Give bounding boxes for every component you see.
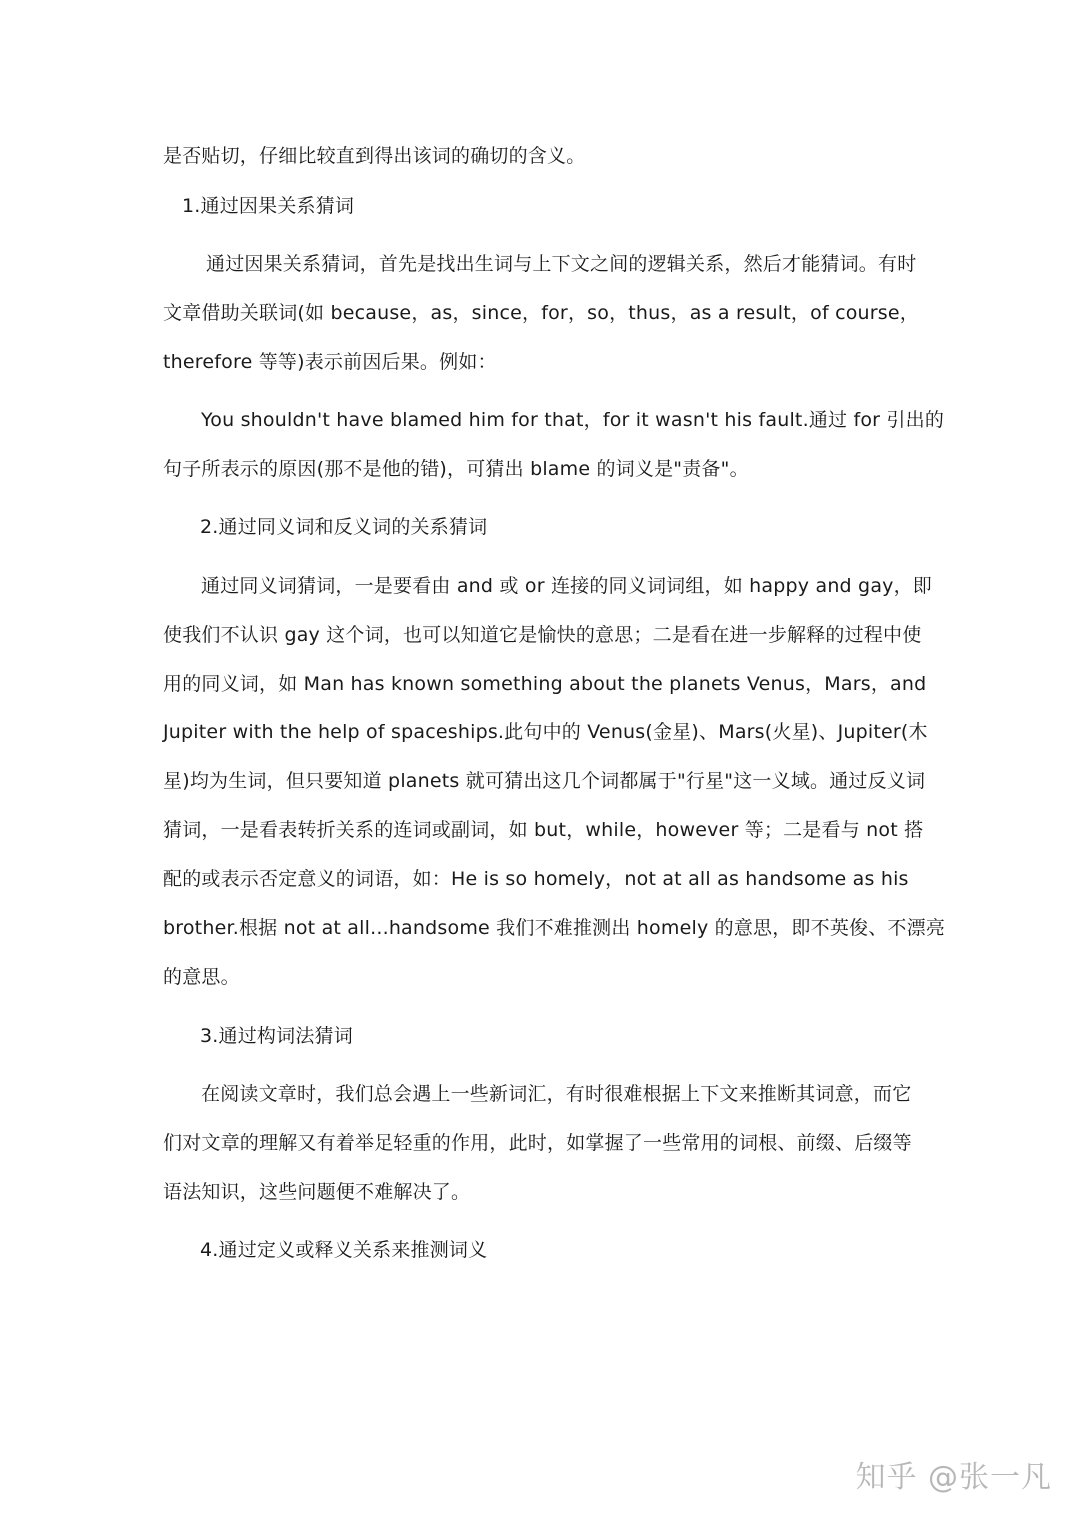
- paragraph-line: 在阅读文章时，我们总会遇上一些新词汇，有时很难根据上下文来推断其词意，而它: [201, 1083, 912, 1105]
- paragraph-line: 是否贴切，仔细比较直到得出该词的确切的含义。: [163, 145, 586, 167]
- section-heading: 2.通过同义词和反义词的关系猜词: [200, 516, 488, 538]
- paragraph-line: 语法知识，这些问题便不难解决了。: [163, 1181, 471, 1203]
- section-heading: 1.通过因果关系猜词: [182, 195, 355, 217]
- paragraph-line: 猜词，一是看表转折关系的连词或副词，如 but，while，however 等；二是看与 not 搭: [163, 819, 924, 841]
- paragraph-line: 星)均为生词，但只要知道 planets 就可猜出这几个词都属于"行星"这一义域。通过反义词: [163, 770, 926, 792]
- paragraph-line: 使我们不认识 gay 这个词，也可以知道它是愉快的意思；二是看在进一步解释的过程中使: [163, 624, 922, 646]
- paragraph-line: 文章借助关联词(如 because，as，since，for，so，thus，as a result，of course，: [163, 302, 919, 324]
- paragraph-line: 句子所表示的原因(那不是他的错)，可猜出 blame 的词义是"责备"。: [163, 458, 749, 480]
- paragraph-line: 们对文章的理解又有着举足轻重的作用，此时，如掌握了一些常用的词根、前缀、后缀等: [163, 1132, 912, 1154]
- paragraph-line: 通过同义词猜词，一是要看由 and 或 or 连接的同义词词组，如 happy and gay，即: [201, 575, 933, 597]
- paragraph-line: 配的或表示否定意义的词语，如：He is so homely，not at all as handsome as his: [163, 868, 909, 890]
- paragraph-line: brother.根据 not at all...handsome 我们不难推测出 homely 的意思，即不英俊、不漂亮: [163, 917, 946, 939]
- watermark: 知乎 @张一凡: [855, 1460, 1052, 1495]
- paragraph-line: therefore 等等)表示前因后果。例如：: [163, 351, 497, 373]
- paragraph-line: Jupiter with the help of spaceships.此句中的 Venus(金星)、Mars(火星)、Jupiter(木: [163, 721, 928, 743]
- paragraph-line: 的意思。: [163, 966, 240, 988]
- section-heading: 3.通过构词法猜词: [200, 1025, 353, 1047]
- section-heading: 4.通过定义或释义关系来推测词义: [200, 1239, 488, 1261]
- paragraph-line: 用的同义词，如 Man has known something about the planets Venus，Mars，and: [163, 673, 927, 695]
- paragraph-line: 通过因果关系猜词，首先是找出生词与上下文之间的逻辑关系，然后才能猜词。有时: [206, 253, 917, 275]
- paragraph-line: You shouldn't have blamed him for that，for it wasn't his fault.通过 for 引出的: [201, 409, 945, 431]
